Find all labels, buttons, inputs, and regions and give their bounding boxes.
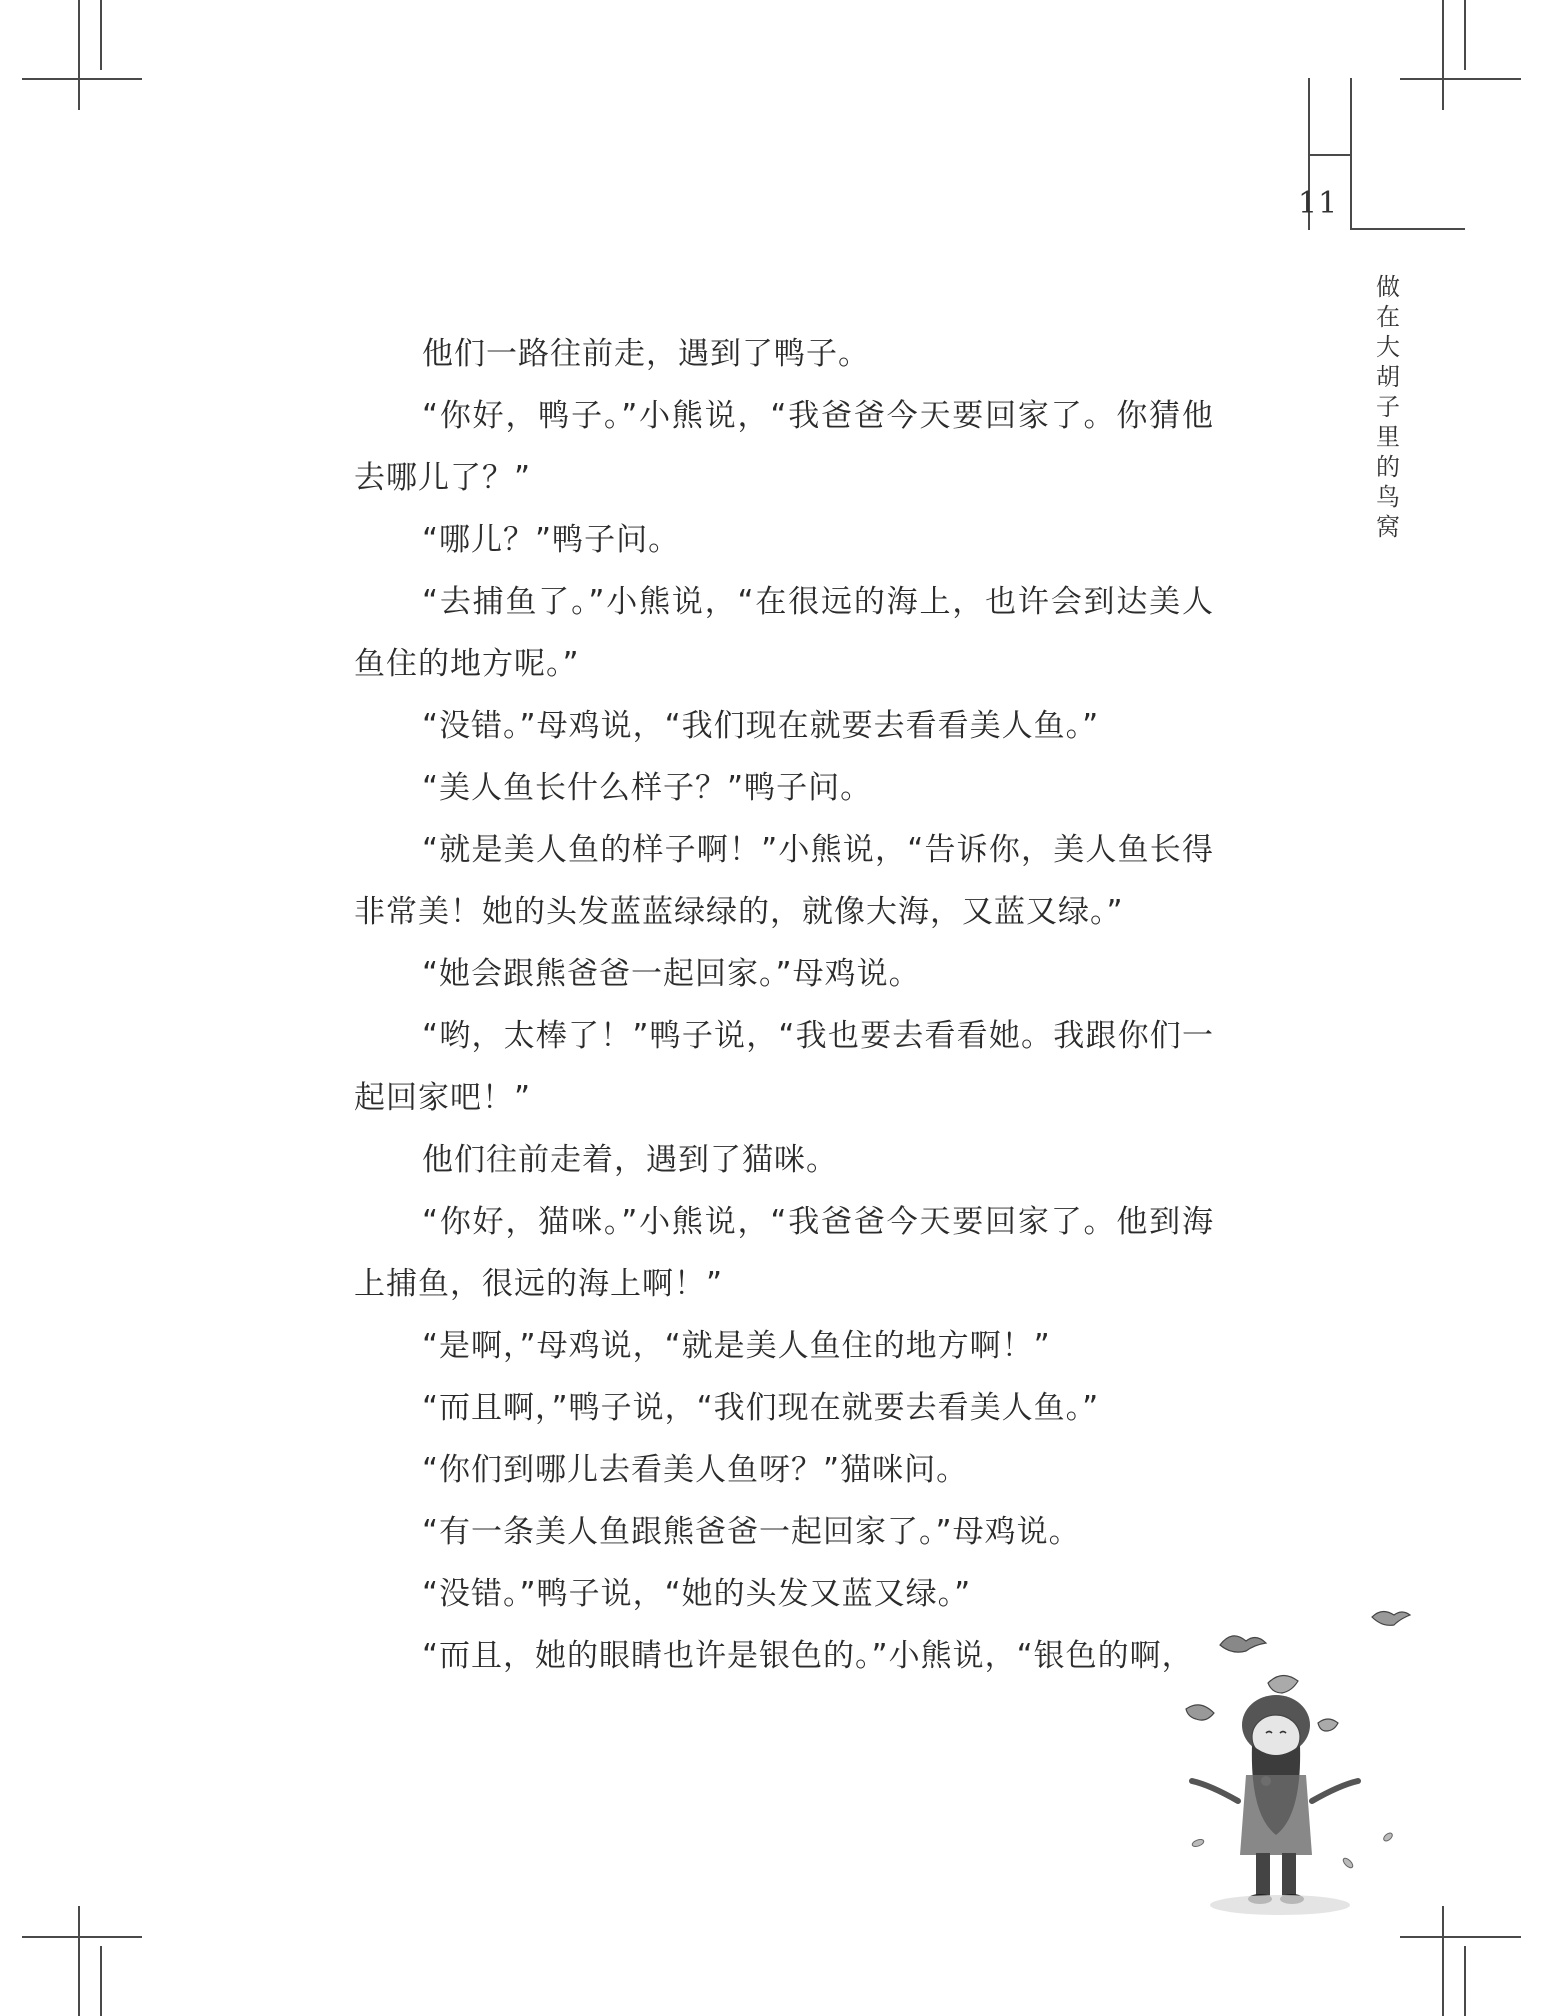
body-text [354,323,1214,1687]
paragraph: “去捕鱼了。”小熊说，“在很远的海上，也许会到达美人鱼住的地方呢。” [354,584,1214,682]
page-number: 11 [1298,186,1339,221]
crop-mark [100,1946,102,2016]
paragraph: “是啊，”母鸡说，“就是美人鱼住的地方啊！” [422,1328,1051,1364]
bird-icon [1186,1705,1214,1720]
paragraph: “而且，她的眼睛也许是银色的。”小熊说，“银色的啊， [422,1638,1194,1674]
leaf-icon [1191,1838,1204,1848]
paragraph: “你们到哪儿去看美人鱼呀？”猫咪问。 [422,1452,969,1488]
paragraph: “就是美人鱼的样子啊！”小熊说，“告诉你，美人鱼长得非常美！她的头发蓝蓝绿绿的，就像大海，又蓝又绿。” [354,832,1214,930]
paragraph: 他们一路往前走，遇到了鸭子。 [422,336,870,372]
crop-mark [100,0,102,70]
paragraph: “有一条美人鱼跟熊爸爸一起回家了。”母鸡说。 [422,1514,1081,1550]
crop-mark [22,78,142,80]
bird-icon [1220,1636,1266,1652]
crop-mark [78,1906,80,2016]
crop-mark [1442,0,1444,110]
paragraph: “美人鱼长什么样子？”鸭子问。 [422,770,873,806]
paragraph: 他们往前走着，遇到了猫咪。 [422,1142,838,1178]
crop-mark [1308,154,1352,156]
crop-mark [78,0,80,110]
crop-mark [1400,78,1521,80]
paragraph: “你好，猫咪。”小熊说，“我爸爸今天要回家了。他到海上捕鱼，很远的海上啊！” [354,1204,1214,1302]
bird-icon [1318,1719,1338,1731]
crop-mark [22,1936,142,1938]
crop-mark [1400,1936,1521,1938]
bird-icon [1372,1611,1410,1625]
bird-icon [1268,1675,1298,1693]
crop-mark [1464,0,1466,70]
leaf-icon [1342,1857,1355,1870]
crop-mark [1442,1906,1444,2016]
running-title: 做在大胡子里的鸟窝 [1376,273,1400,541]
paragraph: “哟，太棒了！”鸭子说，“我也要去看看她。我跟你们一起回家吧！” [354,1018,1214,1116]
bearded-man-with-birds-icon [1180,1605,1445,1920]
paragraph: “哪儿？”鸭子问。 [422,522,681,558]
paragraph: “没错。”母鸡说，“我们现在就要去看看美人鱼。” [422,708,1100,744]
paragraph: “她会跟熊爸爸一起回家。”母鸡说。 [422,956,921,992]
paragraph: “你好，鸭子。”小熊说，“我爸爸今天要回家了。你猜他去哪儿了？” [354,398,1214,496]
crop-mark [1350,228,1465,230]
paragraph: “没错。”鸭子说，“她的头发又蓝又绿。” [422,1576,972,1612]
leaf-icon [1382,1831,1394,1842]
paragraph: “而且啊，”鸭子说，“我们现在就要去看美人鱼。” [422,1390,1100,1426]
crop-mark [1464,1946,1466,2016]
